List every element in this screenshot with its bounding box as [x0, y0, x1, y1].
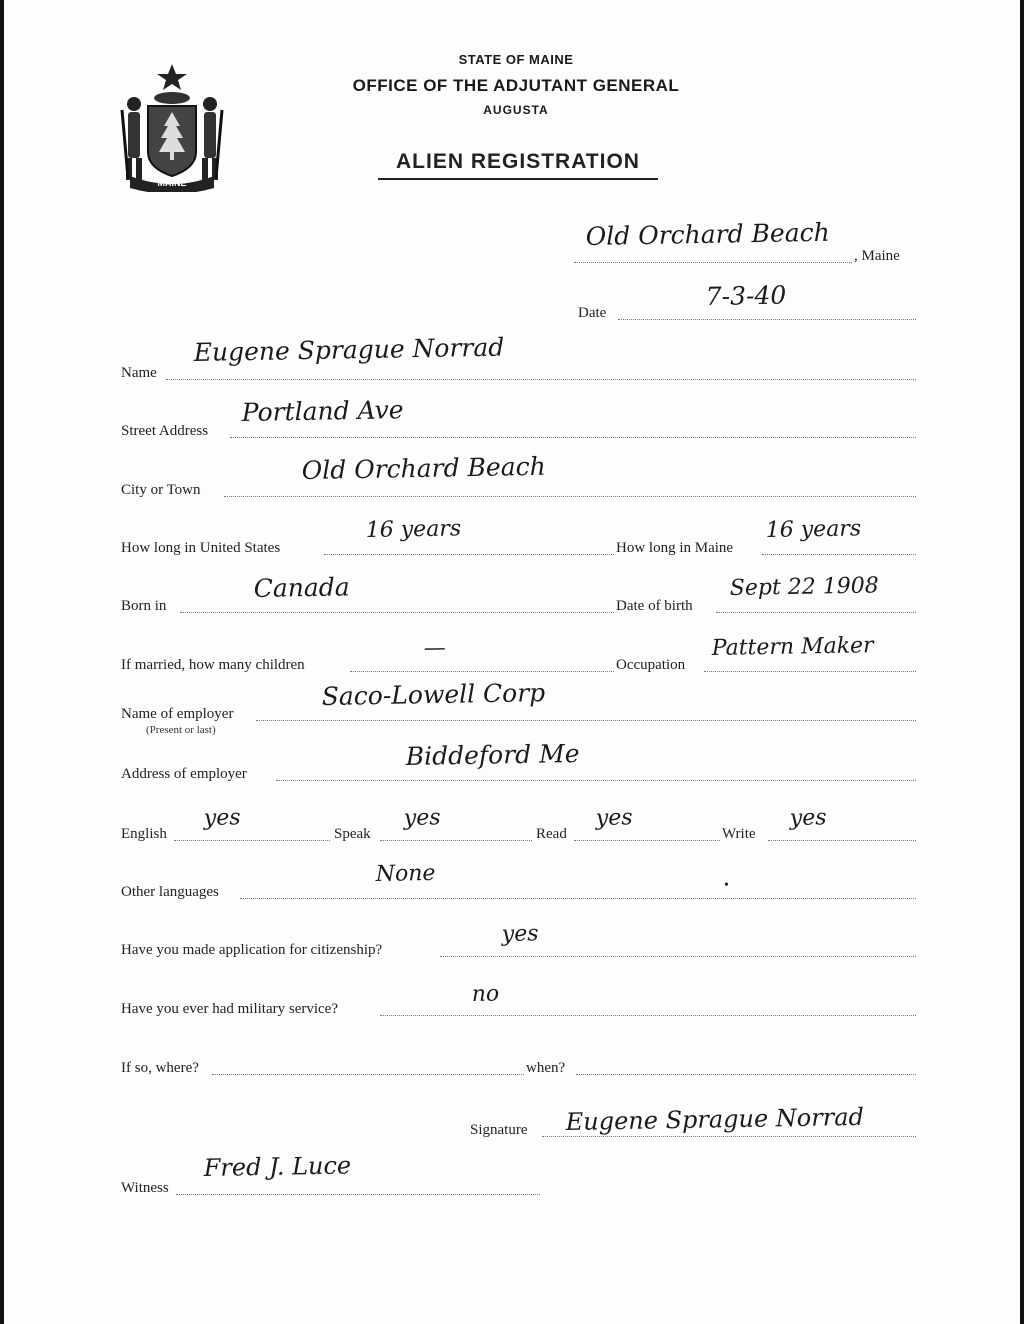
name-value[interactable]: Eugene Sprague Norrad [193, 332, 505, 367]
other-lang-value[interactable]: None [375, 860, 436, 887]
svg-text:MAINE: MAINE [157, 178, 187, 188]
where-line[interactable] [212, 1074, 524, 1075]
children-value[interactable]: — [423, 635, 446, 661]
read-label: Read [536, 826, 567, 842]
english-value[interactable]: yes [203, 805, 241, 831]
emp-addr-label: Address of employer [121, 766, 247, 782]
street-value[interactable]: Portland Ave [241, 395, 404, 427]
dob-line [716, 612, 916, 613]
signature-line [542, 1136, 916, 1137]
signature-label: Signature [470, 1122, 528, 1138]
read-value[interactable]: yes [595, 805, 633, 831]
emp-addr-value[interactable]: Biddeford Me [405, 738, 580, 771]
speak-value[interactable]: yes [403, 805, 441, 831]
occupation-label: Occupation [616, 657, 686, 673]
header-city: AUGUSTA [483, 103, 549, 117]
citizenship-value[interactable]: yes [501, 921, 539, 947]
date-line [618, 319, 916, 320]
born-label: Born in [121, 598, 167, 614]
employer-label: Name of employer [121, 706, 234, 722]
children-line [350, 671, 614, 672]
write-line [768, 840, 916, 841]
read-line [574, 840, 720, 841]
us-line [324, 554, 614, 555]
witness-value[interactable]: Fred J. Luce [203, 1151, 352, 1182]
dob-label: Date of birth [616, 598, 693, 614]
citizenship-line [440, 956, 916, 957]
emp-addr-line [276, 780, 916, 781]
town-line [574, 262, 852, 263]
name-line [166, 379, 916, 380]
form-title: ALIEN REGISTRATION [378, 150, 658, 180]
occupation-line [704, 671, 916, 672]
other-lang-line [240, 898, 916, 899]
english-line [174, 840, 330, 841]
citizenship-label: Have you made application for citizenship? [121, 942, 383, 958]
where-label: If so, where? [121, 1060, 199, 1076]
date-value[interactable]: 7-3-40 [705, 280, 787, 311]
signature-value[interactable]: Eugene Sprague Norrad [565, 1102, 865, 1136]
employer-sublabel: (Present or last) [146, 724, 216, 736]
city-line [224, 496, 916, 497]
us-label: How long in United States [121, 540, 281, 556]
occupation-value[interactable]: Pattern Maker [711, 633, 874, 661]
born-value[interactable]: Canada [253, 572, 350, 603]
street-line [230, 437, 916, 438]
when-label: when? [526, 1060, 566, 1076]
header-office: OFFICE OF THE ADJUTANT GENERAL [352, 76, 680, 95]
other-lang-label: Other languages [121, 884, 219, 900]
born-line [180, 612, 614, 613]
maine-length-value[interactable]: 16 years [765, 516, 862, 543]
date-label: Date [578, 305, 607, 321]
speak-line [380, 840, 532, 841]
town-value[interactable]: Old Orchard Beach [585, 217, 830, 251]
military-line [380, 1015, 916, 1016]
us-value[interactable]: 16 years [365, 516, 462, 543]
ink-mark: • [724, 878, 729, 893]
maine-length-line [762, 554, 916, 555]
write-value[interactable]: yes [789, 805, 827, 831]
city-label: City or Town [121, 482, 201, 498]
military-value[interactable]: no [471, 981, 500, 1007]
when-line[interactable] [576, 1074, 916, 1075]
witness-label: Witness [121, 1180, 169, 1196]
children-label: If married, how many children [121, 657, 305, 673]
witness-line [176, 1194, 540, 1195]
maine-label: , Maine [854, 248, 900, 264]
employer-value[interactable]: Saco-Lowell Corp [321, 678, 546, 711]
military-label: Have you ever had military service? [121, 1001, 338, 1017]
name-label: Name [121, 365, 157, 381]
employer-line [256, 720, 916, 721]
write-label: Write [722, 826, 756, 842]
street-label: Street Address [121, 423, 209, 439]
speak-label: Speak [334, 826, 371, 842]
header-state: STATE OF MAINE [458, 52, 574, 67]
city-value[interactable]: Old Orchard Beach [301, 451, 546, 485]
maine-length-label: How long in Maine [616, 540, 734, 556]
english-label: English [121, 826, 167, 842]
dob-value[interactable]: Sept 22 1908 [729, 573, 879, 601]
